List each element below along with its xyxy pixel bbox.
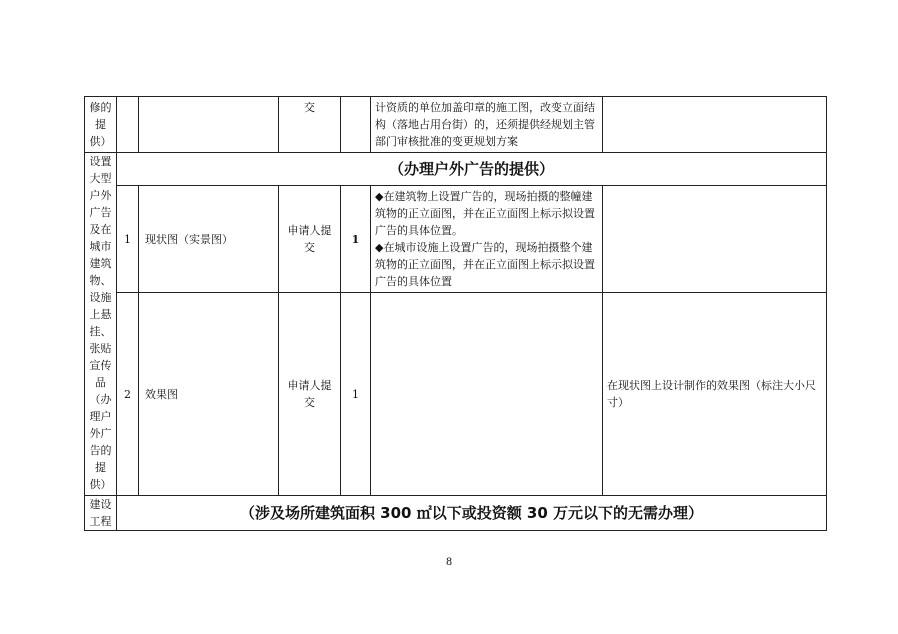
remark-line: 在现状图上设计制作的效果图（标注大小尺 <box>607 379 816 392</box>
page-number: 8 <box>445 557 453 568</box>
submitter-line: 申请人提 <box>287 224 332 237</box>
requirement-cell <box>371 97 603 153</box>
requirement-line: 广告的具体位置。 <box>375 224 463 237</box>
category-line: 工程 <box>89 515 112 528</box>
requirement-line: 部门审核批准的变更规划方案 <box>375 135 518 148</box>
category-line: 提 <box>95 461 106 474</box>
category-line: （办 <box>89 393 112 406</box>
name-cell <box>139 97 279 153</box>
remark-cell <box>603 97 827 153</box>
category-line: 品 <box>95 376 106 389</box>
category-line: 及在 <box>89 223 112 236</box>
category-line: 建设 <box>89 498 112 511</box>
category-line: 供） <box>89 135 112 148</box>
category-line: 张贴 <box>89 342 112 355</box>
requirement-line: 筑物的正立面图，并在正立面图上标示拟设置 <box>375 258 595 271</box>
table-row <box>85 97 827 153</box>
item-name: 现状图（实景图） <box>139 186 279 293</box>
num-cell <box>117 97 139 153</box>
qty-cell <box>341 97 371 153</box>
item-number: 1 <box>117 186 139 293</box>
remark-line: 寸） <box>607 396 629 409</box>
category-line: 宣传 <box>89 359 112 372</box>
submitter-line: 申请人提 <box>287 379 332 392</box>
category-line: 供） <box>89 478 112 491</box>
item-number: 2 <box>117 293 139 496</box>
category-line: 户外 <box>89 189 112 202</box>
category-line: 设置 <box>89 155 112 168</box>
submitter-cell <box>279 97 341 153</box>
category-line: 上悬 <box>89 308 112 321</box>
remark-cell <box>603 293 827 496</box>
item-name: 效果图 <box>139 293 279 496</box>
category-line: 告的 <box>89 444 112 457</box>
submitter-cell <box>279 186 341 293</box>
section-header-row <box>85 496 827 531</box>
category-cell <box>85 97 117 153</box>
section-header-construction: （涉及场所建筑面积 300 ㎡以下或投资额 30 万元以下的无需办理） <box>117 496 827 531</box>
requirement-line: 广告的具体位置 <box>375 275 452 288</box>
category-line: 提 <box>95 118 106 131</box>
category-line: 设施 <box>89 291 112 304</box>
category-cell-outdoor <box>85 153 117 496</box>
requirement-cell <box>371 293 603 496</box>
requirement-cell <box>371 186 603 293</box>
category-line: 外广 <box>89 427 112 440</box>
requirement-line: ◆在建筑物上设置广告的，现场拍摄的整幢建 <box>375 190 593 203</box>
requirement-line: 计资质的单位加盖印章的施工图，改变立面结 <box>375 101 595 114</box>
remark-cell <box>603 186 827 293</box>
submitter-cell <box>279 293 341 496</box>
submitter-line: 交 <box>304 241 315 254</box>
table-row <box>85 293 827 496</box>
item-quantity: 1 <box>341 293 371 496</box>
category-line: 建筑 <box>89 257 112 270</box>
item-quantity: 1 <box>341 186 371 293</box>
submitter-line: 交 <box>304 396 315 409</box>
table-row <box>85 186 827 293</box>
submitter-text: 交 <box>304 101 315 114</box>
requirement-line: 构（落地占用台街）的，还须提供经规划主管 <box>375 118 595 131</box>
requirement-line: 筑物的正立面图，并在正立面图上标示拟设置 <box>375 207 595 220</box>
category-line: 大型 <box>89 172 112 185</box>
category-line: 物、 <box>89 274 112 287</box>
category-line: 理户 <box>89 410 112 423</box>
section-header-row <box>85 153 827 186</box>
category-line: 修的 <box>89 101 112 114</box>
category-cell-construction <box>85 496 117 531</box>
requirement-line: ◆在城市设施上设置广告的，现场拍摄整个建 <box>375 241 593 254</box>
category-line: 城市 <box>89 240 112 253</box>
materials-table <box>84 96 827 531</box>
category-line: 广告 <box>89 206 112 219</box>
section-header-outdoor: （办理户外广告的提供） <box>117 153 827 186</box>
category-line: 挂、 <box>89 325 112 338</box>
